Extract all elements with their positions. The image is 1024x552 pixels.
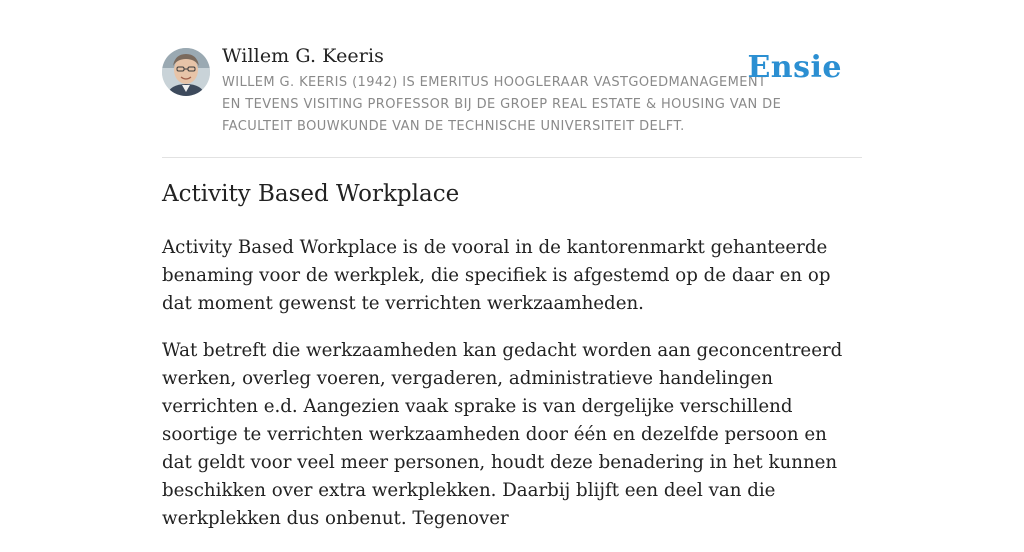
author-portrait-icon [162,48,210,96]
author-name[interactable]: Willem G. Keeris [222,45,384,67]
header-divider [162,157,862,158]
author-avatar[interactable] [162,48,210,96]
article-paragraph: Activity Based Workplace is de vooral in de kantorenmarkt gehanteerde benaming voor de werkplek, die specifiek is afgestemd op de daar en op dat moment gewenst te verrichten werkzaamheden. [162,237,831,314]
article-title: Activity Based Workplace [162,181,460,207]
article-body [162,234,862,552]
author-bio: WILLEM G. KEERIS (1942) IS EMERITUS HOOGLERAAR VASTGOEDMANAGEMENT EN TEVENS VISITING PROFESSOR BIJ DE GROEP REAL ESTATE & HOUSING VAN DE FACULTEIT BOUWKUNDE VAN DE TECHNISCHE UNIVERSITEIT DELFT. [222,75,782,134]
ensie-logo[interactable]: Ensie [747,50,842,85]
article-paragraph: Wat betreft die werkzaamheden kan gedacht worden aan geconcentreerd werken, overleg voeren, vergaderen, administratieve handelingen verrichten e.d. Aangezien vaak sprake is van dergelijke verschillend soortige te verrichten werkzaamheden door één en dezelfde persoon en dat geldt voor veel meer personen, houdt deze benadering in het kunnen beschikken over extra werkplekken. Daarbij blijft een deel van die werkplekken dus onbenut. Tegenover [162,340,843,529]
author-header [162,44,862,158]
